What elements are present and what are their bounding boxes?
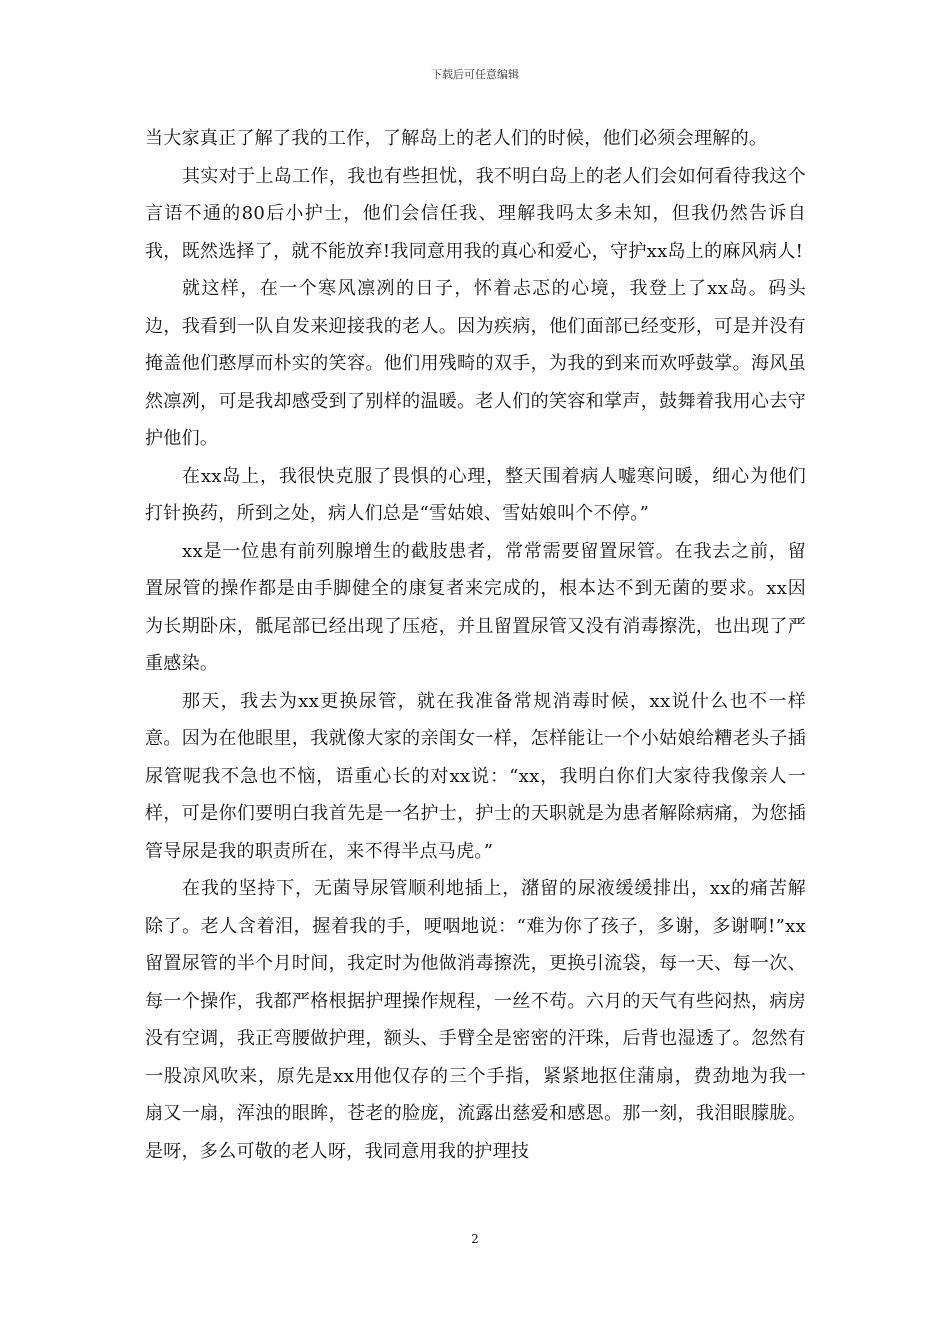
paragraph-5: xx是一位患有前列腺增生的截肢患者，常常需要留置尿管。在我去之前，留置尿管的操作都是由手脚健全的康复者来完成的，根本达不到无菌的要求。xx因为长期卧床，骶尾部已经出现了压疮，并且留置尿管又没有消毒擦洗，也出现了严重感染。 [145, 540, 806, 674]
paragraph-2: 其实对于上岛工作，我也有些担忧，我不明白岛上的老人们会如何看待我这个言语不通的80后小护士，他们会信任我、理解我吗太多未知，但我仍然告诉自我，既然选择了，就不能放弃!我同意用我的真心和爱心，守护xx岛上的麻风病人! [145, 165, 806, 262]
paragraph-7: 在我的坚持下，无菌导尿管顺利地插上，潴留的尿液缓缓排出，xx的痛苦解除了。老人含着泪，握着我的手，哽咽地说：“难为你了孩子，多谢，多谢啊!”xx留置尿管的半个月时间，我定时为他做消毒擦洗，更换引流袋，每一天、每一次、每一个操作，我都严格根据护理操作规程，一丝不苟。六月的天气有些闷热，病房没有空调，我正弯腰做护理，额头、手臂全是密密的汗珠，后背也湿透了。忽然有一股凉风吹来，原先是xx用他仅存的三个手指，紧紧地抠住蒲扇，费劲地为我一扇又一扇，浑浊的眼眸，苍老的脸庞，流露出慈爱和感恩。那一刻，我泪眼朦胧。是呀，多么可敬的老人呀，我同意用我的护理技 [145, 878, 806, 1162]
paragraph-1: 当大家真正了解了我的工作，了解岛上的老人们的时候，他们必须会理解的。 [145, 128, 768, 149]
page-number: 2 [471, 1232, 479, 1246]
paragraph-3: 就这样，在一个寒风凛冽的日子，怀着忐忑的心境，我登上了xx岛。码头边，我看到一队自发来迎接我的老人。因为疾病，他们面部已经变形，可是并没有掩盖他们憨厚而朴实的笑容。他们用残畸的双手，为我的到来而欢呼鼓掌。海风虽然凛冽，可是我却感受到了别样的温暖。老人们的笑容和掌声，鼓舞着我用心去守护他们。 [145, 278, 806, 449]
document-body [145, 120, 806, 1170]
page-header: 下载后可任意编辑 [431, 68, 519, 81]
paragraph-6: 那天，我去为xx更换尿管，就在我准备常规消毒时候，xx说什么也不一样意。因为在他眼里，我就像大家的亲闺女一样，怎样能让一个小姑娘给糟老头子插尿管呢我不急也不恼，语重心长的对xx说：“xx，我明白你们大家待我像亲人一样，可是你们要明白我首先是一名护士，护士的天职就是为患者解除病痛，为您插管导尿是我的职责所在，来不得半点马虎。” [145, 690, 806, 862]
paragraph-4: 在xx岛上，我很快克服了畏惧的心理，整天围着病人嘘寒问暖，细心为他们打针换药，所到之处，病人们总是“雪姑娘、雪姑娘叫个不停。” [145, 465, 806, 524]
